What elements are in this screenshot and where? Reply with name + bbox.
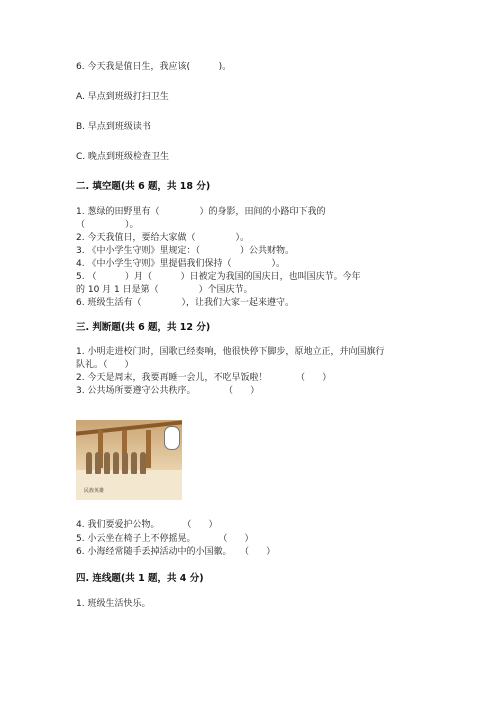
judge-6: 6. 小海经常随手丢掉活动中的小国徽。 （ ） bbox=[76, 547, 276, 557]
judge-5: 5. 小云坐在椅子上不停摇晃。 （ ） bbox=[76, 534, 254, 544]
fill-5-line-2: 的 10 月 1 日是第（ ）个国庆节。 bbox=[76, 285, 253, 295]
fill-1-line-2: （ ）。 bbox=[76, 220, 139, 230]
fill-5-line-1: 5. （ ）月（ ）日被定为我国的国庆日，也叫国庆节。今年 bbox=[76, 272, 361, 282]
fill-1-line-1: 1. 葱绿的田野里有（ ）的身影，田间的小路印下我的 bbox=[76, 207, 326, 217]
illustration-caption: 民族英雄 bbox=[84, 488, 105, 494]
section-heading-match: 四. 连线题(共 1 题，共 4 分) bbox=[76, 573, 204, 584]
question-6: 6. 今天我是值日生，我应该( )。 bbox=[76, 62, 232, 72]
judge-3: 3. 公共场所要遵守公共秩序。 （ ） bbox=[76, 386, 260, 396]
illustration-student bbox=[113, 452, 119, 474]
illustration-student bbox=[131, 452, 137, 474]
illustration-student bbox=[140, 452, 146, 474]
option-c: C. 晚点到班级检查卫生 bbox=[76, 152, 170, 162]
speech-bubble bbox=[164, 426, 180, 450]
hallway-illustration bbox=[76, 420, 182, 500]
illustration-student bbox=[95, 452, 101, 474]
judge-1-line-1: 1. 小明走进校门时，国歌已经奏响，他很快停下脚步，原地立正，并向国旗行 bbox=[76, 347, 385, 357]
fill-3: 3. 《中小学生守则》里规定：（ ）公共财物。 bbox=[76, 246, 295, 256]
fill-4: 4. 《中小学生守则》里提倡我们保持（ ）。 bbox=[76, 259, 286, 269]
option-b: B. 早点到班级读书 bbox=[76, 122, 151, 132]
match-1: 1. 班级生活快乐。 bbox=[76, 599, 151, 609]
illustration-pillar bbox=[146, 430, 151, 468]
fill-2: 2. 今天我值日，要给大家做（ ）。 bbox=[76, 233, 250, 243]
section-heading-judge: 三. 判断题(共 6 题，共 12 分) bbox=[76, 322, 211, 333]
judge-2: 2. 今天是周末，我要再睡一会儿，不吃早饭啦！ （ ） bbox=[76, 373, 332, 383]
section-heading-fill: 二. 填空题(共 6 题，共 18 分) bbox=[76, 181, 211, 192]
judge-4: 4. 我们要爱护公物。 （ ） bbox=[76, 520, 218, 530]
option-a: A. 早点到班级打扫卫生 bbox=[76, 92, 169, 102]
illustration-floor bbox=[76, 470, 182, 500]
judge-1-line-2: 队礼。（ ） bbox=[76, 360, 134, 370]
illustration-student bbox=[122, 452, 128, 474]
illustration-student bbox=[86, 452, 92, 474]
fill-6: 6. 班级生活有（ ），让我们大家一起来遵守。 bbox=[76, 298, 295, 308]
illustration-student bbox=[104, 452, 110, 474]
